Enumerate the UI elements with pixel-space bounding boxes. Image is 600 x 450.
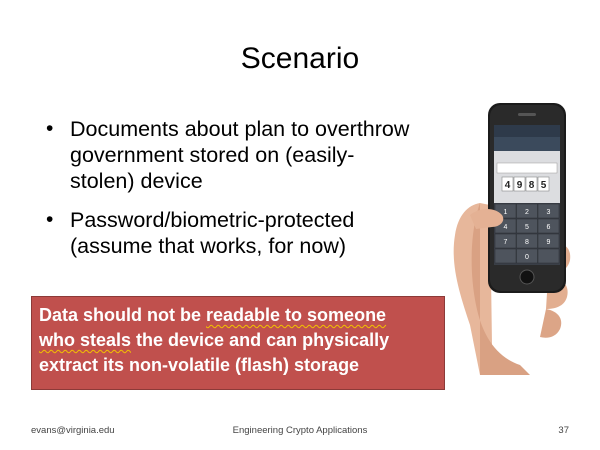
bullet-text: Documents about plan to overthrow government stored on (easily-stolen) device xyxy=(70,117,410,194)
keypad-key: 5 xyxy=(525,224,529,231)
keypad-key: 4 xyxy=(503,224,508,231)
keypad-key: 8 xyxy=(525,239,529,246)
keypad-key: 0 xyxy=(525,254,529,261)
pin-digit: 8 xyxy=(528,180,535,191)
callout-text-flagged: readable to someone xyxy=(206,305,387,325)
footer-email: evans@virginia.edu xyxy=(31,425,115,436)
callout-line: extract its non-volatile (flash) storage xyxy=(39,355,360,375)
bullet-text: Password/biometric-protected (assume that works, for now) xyxy=(70,207,355,258)
callout-text-flagged: who steals xyxy=(39,330,132,350)
callout-line xyxy=(39,303,444,328)
bullet-item xyxy=(46,207,416,259)
bullet-list xyxy=(46,116,416,271)
bullet-dot: • xyxy=(46,117,54,140)
callout-box xyxy=(31,296,445,390)
footer-course-title: Engineering Crypto Applications xyxy=(232,425,368,436)
bullet-dot: • xyxy=(46,207,54,231)
slide-number: 37 xyxy=(558,425,569,436)
pin-digit: 4 xyxy=(504,180,511,191)
callout-text: the device and can physically xyxy=(131,330,390,350)
keypad-key: 6 xyxy=(546,224,551,231)
pin-digit: 9 xyxy=(516,180,523,191)
callout-text: Data should not be xyxy=(39,305,207,325)
pin-digit: 5 xyxy=(540,180,547,191)
slide-title: Scenario xyxy=(240,42,360,75)
keypad-key: 9 xyxy=(546,239,551,246)
callout-line xyxy=(39,328,444,353)
bullet-item xyxy=(46,116,416,195)
keypad-key: 1 xyxy=(503,209,508,216)
keypad-key: 7 xyxy=(503,239,508,246)
keypad-key: 3 xyxy=(546,209,551,216)
keypad-key: 2 xyxy=(525,209,529,216)
